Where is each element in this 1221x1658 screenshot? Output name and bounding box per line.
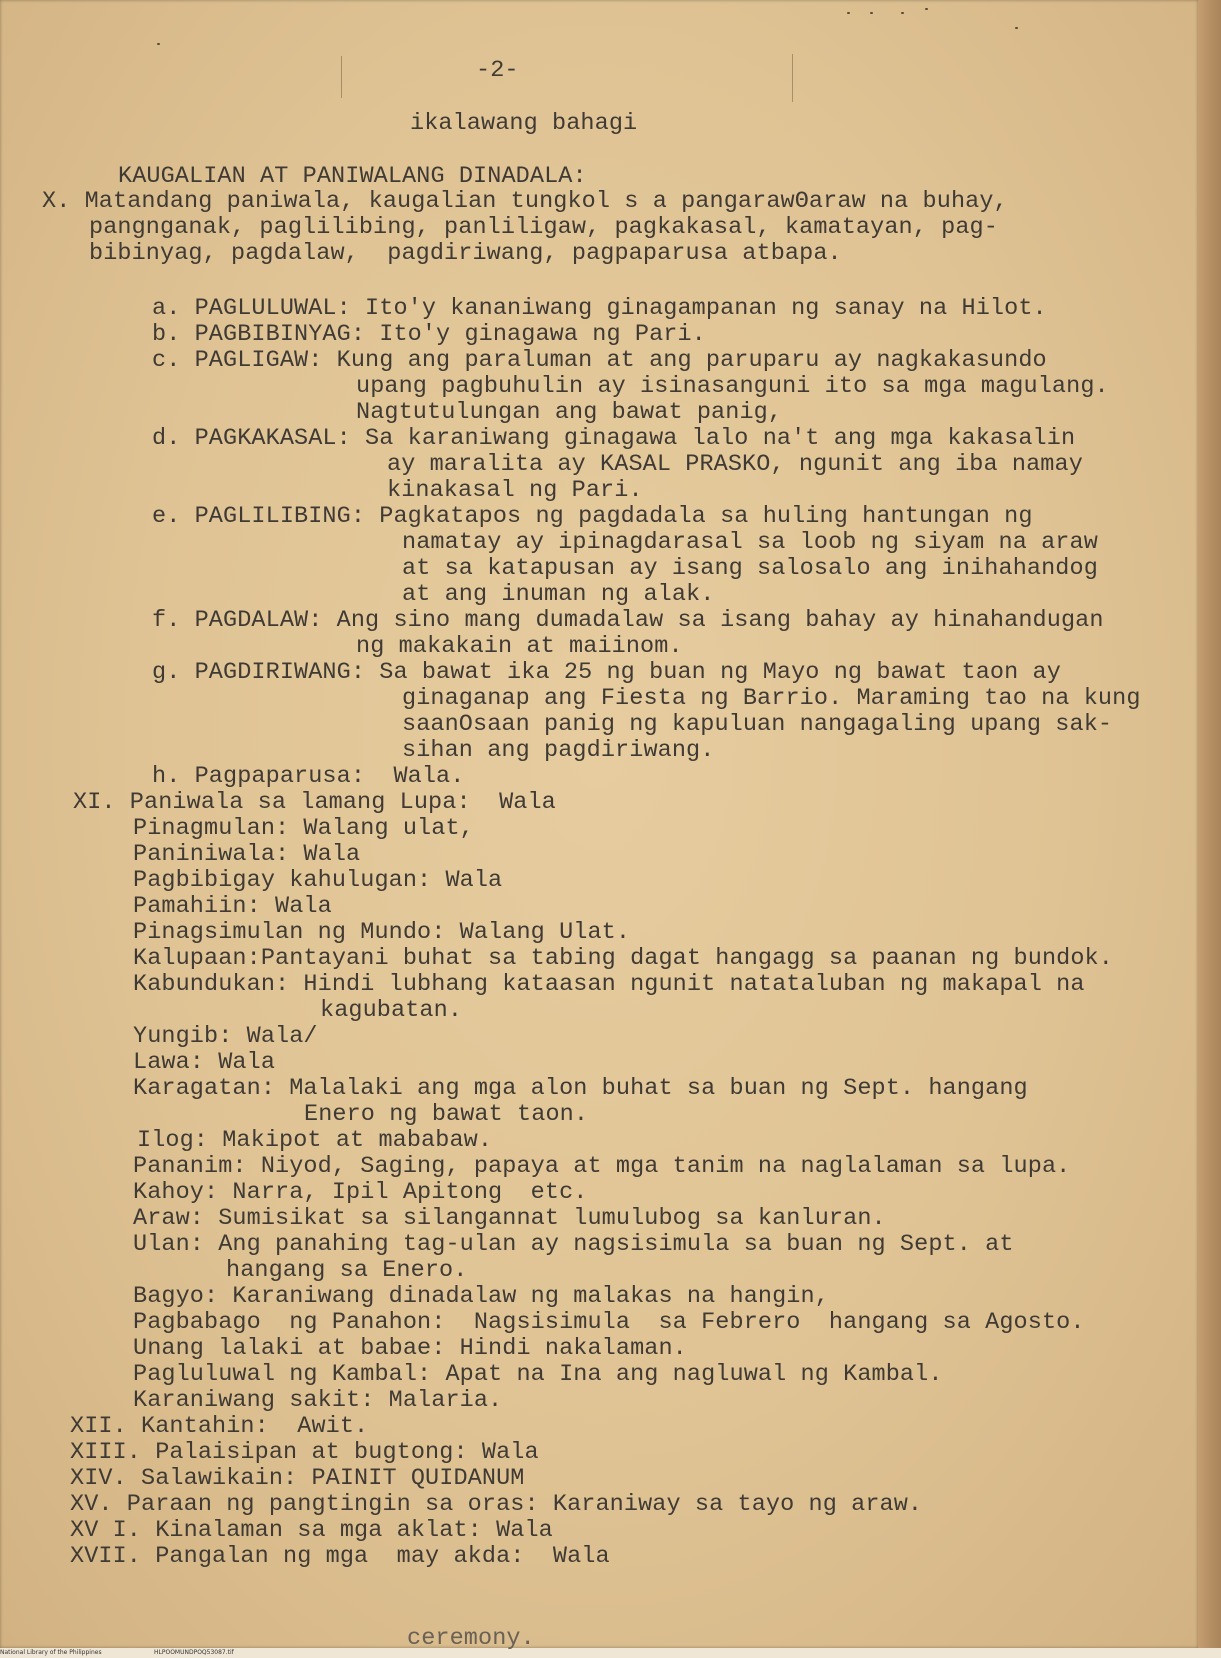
text-line: ng makakain at maiinom. [356, 633, 683, 660]
text-line: hangang sa Enero. [226, 1257, 468, 1284]
section-heading: KAUGALIAN AT PANIWALANG DINADALA: [118, 163, 587, 190]
ink-speck [847, 12, 850, 14]
text-line: Kabundukan: Hindi lubhang kataasan ngunit natataluban ng makapal na [133, 971, 1085, 998]
text-line: Lawa: Wala [133, 1049, 276, 1076]
text-line: Pagluluwal ng Kambal: Apat na Ina ang nagluwal ng Kambal. [133, 1361, 943, 1388]
text-line-cut-off: ceremony. [407, 1625, 535, 1652]
text-line: XI. Paniwala sa lamang Lupa: Wala [73, 789, 556, 816]
text-line: Karagatan: Malalaki ang mga alon buhat sa buan ng Sept. hangang [133, 1075, 1028, 1102]
text-line: ay maralita ay KASAL PRASKO, ngunit ang iba namay [387, 451, 1083, 478]
text-line: XIII. Palaisipan at bugtong: Wala [70, 1439, 539, 1466]
ink-speck [157, 43, 160, 45]
text-line: h. Pagpaparusa: Wala. [152, 763, 465, 790]
text-line: Pinagmulan: Walang ulat, [133, 815, 474, 842]
text-line: Araw: Sumisikat sa silangannat lumulubog sa kanluran. [133, 1205, 886, 1232]
text-line: g. PAGDIRIWANG: Sa bawat ika 25 ng buan ng Mayo ng bawat taon ay [152, 659, 1061, 686]
text-line: Kalupaan:Pantayani buhat sa tabing dagat hangagg sa paanan ng bundok. [133, 945, 1113, 972]
paper-crease [792, 54, 793, 102]
text-line: Nagtutulungan ang bawat panig, [356, 399, 783, 426]
text-line: bibinyag, pagdalaw, pagdiriwang, pagpaparusa atbapa. [89, 240, 842, 267]
page-edge [1198, 0, 1221, 1658]
library-credit: National Library of the Philippines [0, 1649, 102, 1656]
ink-speck [870, 12, 873, 14]
text-line: XIV. Salawikain: PAINIT QUIDANUM [70, 1465, 525, 1492]
text-line: at sa katapusan ay isang salosalo ang inihahandog [402, 555, 1098, 582]
text-line: kinakasal ng Pari. [387, 477, 643, 504]
text-line: d. PAGKAKASAL: Sa karaniwang ginagawa lalo na't ang mga kakasalin [152, 425, 1076, 452]
text-line: Unang lalaki at babae: Hindi nakalaman. [133, 1335, 687, 1362]
paper-crease [341, 56, 342, 98]
text-line: b. PAGBIBINYAG: Ito'y ginagawa ng Pari. [152, 321, 706, 348]
text-line: sihan ang pagdiriwang. [402, 737, 715, 764]
text-line: at ang inuman ng alak. [402, 581, 715, 608]
text-line: kagubatan. [320, 997, 463, 1024]
text-line: Pagbabago ng Panahon: Nagsisimula sa Febrero hangang sa Agosto. [133, 1309, 1085, 1336]
text-line: f. PAGDALAW: Ang sino mang dumadalaw sa isang bahay ay hinahandugan [152, 607, 1104, 634]
text-line: a. PAGLULUWAL: Ito'y kananiwang ginagampanan ng sanay na Hilot. [152, 295, 1047, 322]
text-line: XII. Kantahin: Awit. [70, 1413, 369, 1440]
text-line: Karaniwang sakit: Malaria. [133, 1387, 503, 1414]
text-line: Ulan: Ang panahing tag-ulan ay nagsisimula sa buan ng Sept. at [133, 1231, 1014, 1258]
text-line: Yungib: Wala/ [133, 1023, 318, 1050]
text-line: Pinagsimulan ng Mundo: Walang Ulat. [133, 919, 631, 946]
text-line: Ilog: Makipot at mababaw. [137, 1127, 493, 1154]
text-line: XV I. Kinalaman sa mga aklat: Wala [70, 1517, 553, 1544]
text-line: upang pagbuhulin ay isinasanguni ito sa mga magulang. [356, 373, 1109, 400]
file-id: HLPOOMUNDPOQ53087.tif [154, 1649, 234, 1656]
text-line: Pananim: Niyod, Saging, papaya at mga tanim na naglalaman sa lupa. [133, 1153, 1071, 1180]
ink-speck [901, 12, 904, 14]
ink-speck [925, 8, 928, 10]
text-line: Bagyo: Karaniwang dinadalaw ng malakas na hangin, [133, 1283, 829, 1310]
text-line: XV. Paraan ng pangtingin sa oras: Karaniway sa tayo ng araw. [70, 1491, 923, 1518]
ink-speck [1015, 27, 1018, 29]
text-line: Pamahiin: Wala [133, 893, 332, 920]
section-title: ikalawang bahagi [410, 110, 638, 137]
text-line: e. PAGLILIBING: Pagkatapos ng pagdadala sa huling hantungan ng [152, 503, 1033, 530]
text-line: X. Matandang paniwala, kaugalian tungkol s a pangarawΘaraw na buhay, [42, 188, 1008, 215]
text-line: Pagbibigay kahulugan: Wala [133, 867, 503, 894]
text-line: pangnganak, paglilibing, panliligaw, pagkakasal, kamatayan, pag- [89, 214, 998, 241]
text-line: Paniniwala: Wala [133, 841, 361, 868]
text-line: XVII. Pangalan ng mga may akda: Wala [70, 1543, 610, 1570]
text-line: Enero ng bawat taon. [304, 1101, 589, 1128]
text-line: ginaganap ang Fiesta ng Barrio. Maraming tao na kung [402, 685, 1141, 712]
text-line: saanOsaan panig ng kapuluan nangagaling upang sak- [402, 711, 1113, 738]
page-number: -2- [476, 57, 519, 84]
text-line: Kahoy: Narra, Ipil Apitong etc. [133, 1179, 588, 1206]
text-line: c. PAGLIGAW: Kung ang paraluman at ang paruparu ay nagkakasundo [152, 347, 1047, 374]
text-line: namatay ay ipinagdarasal sa loob ng siyam na araw [402, 529, 1098, 556]
